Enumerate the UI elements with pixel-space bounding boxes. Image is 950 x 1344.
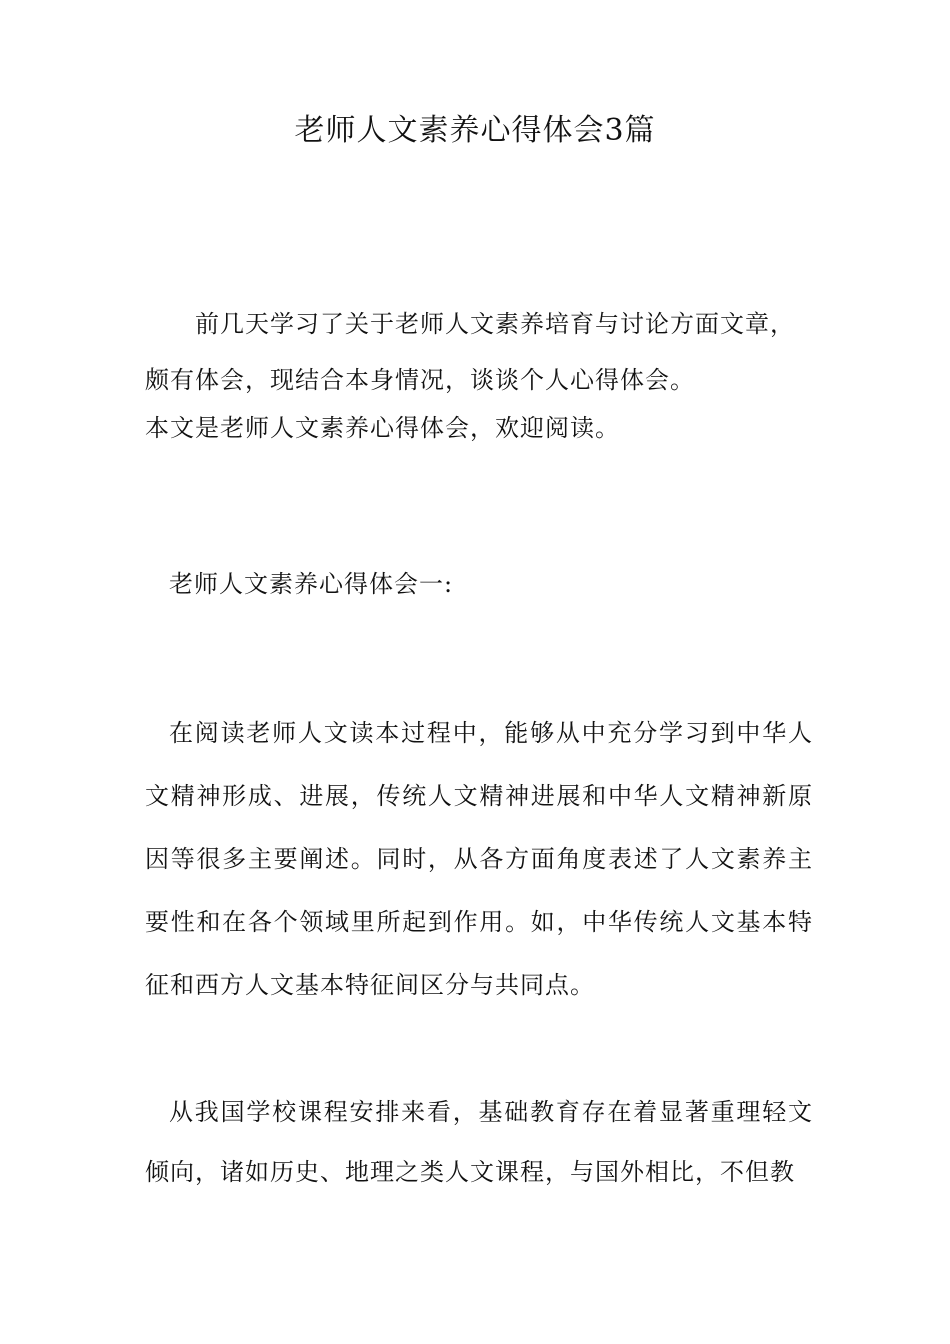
intro-line-3: 本文是老师人文素养心得体会，欢迎阅读。 (145, 414, 620, 442)
body-paragraph: 从我国学校课程安排来看，基础教育存在着显著重理轻文倾向，诸如历史、地理之类人文课程，与国外相比，不但教 (145, 1098, 813, 1186)
body-paragraph: 在阅读老师人文读本过程中，能够从中充分学习到中华人文精神形成、进展，传统人文精神进展和中华人文精神新原因等很多主要阐述。同时，从各方面角度表述了人文素养主要性和在各个领域里所起到作用。如，中华传统人文基本特征和西方人文基本特征间区分与共同点。 (145, 719, 813, 999)
document-title: 老师人文素养心得体会3篇 (294, 113, 656, 148)
section-heading: 老师人文素养心得体会一: (169, 570, 454, 598)
intro-line-1: 前几天学习了关于老师人文素养培育与讨论方面文章， (195, 310, 795, 338)
intro-line-2: 颇有体会，现结合本身情况，谈谈个人心得体会。 (145, 366, 695, 394)
intro-block (145, 296, 813, 448)
